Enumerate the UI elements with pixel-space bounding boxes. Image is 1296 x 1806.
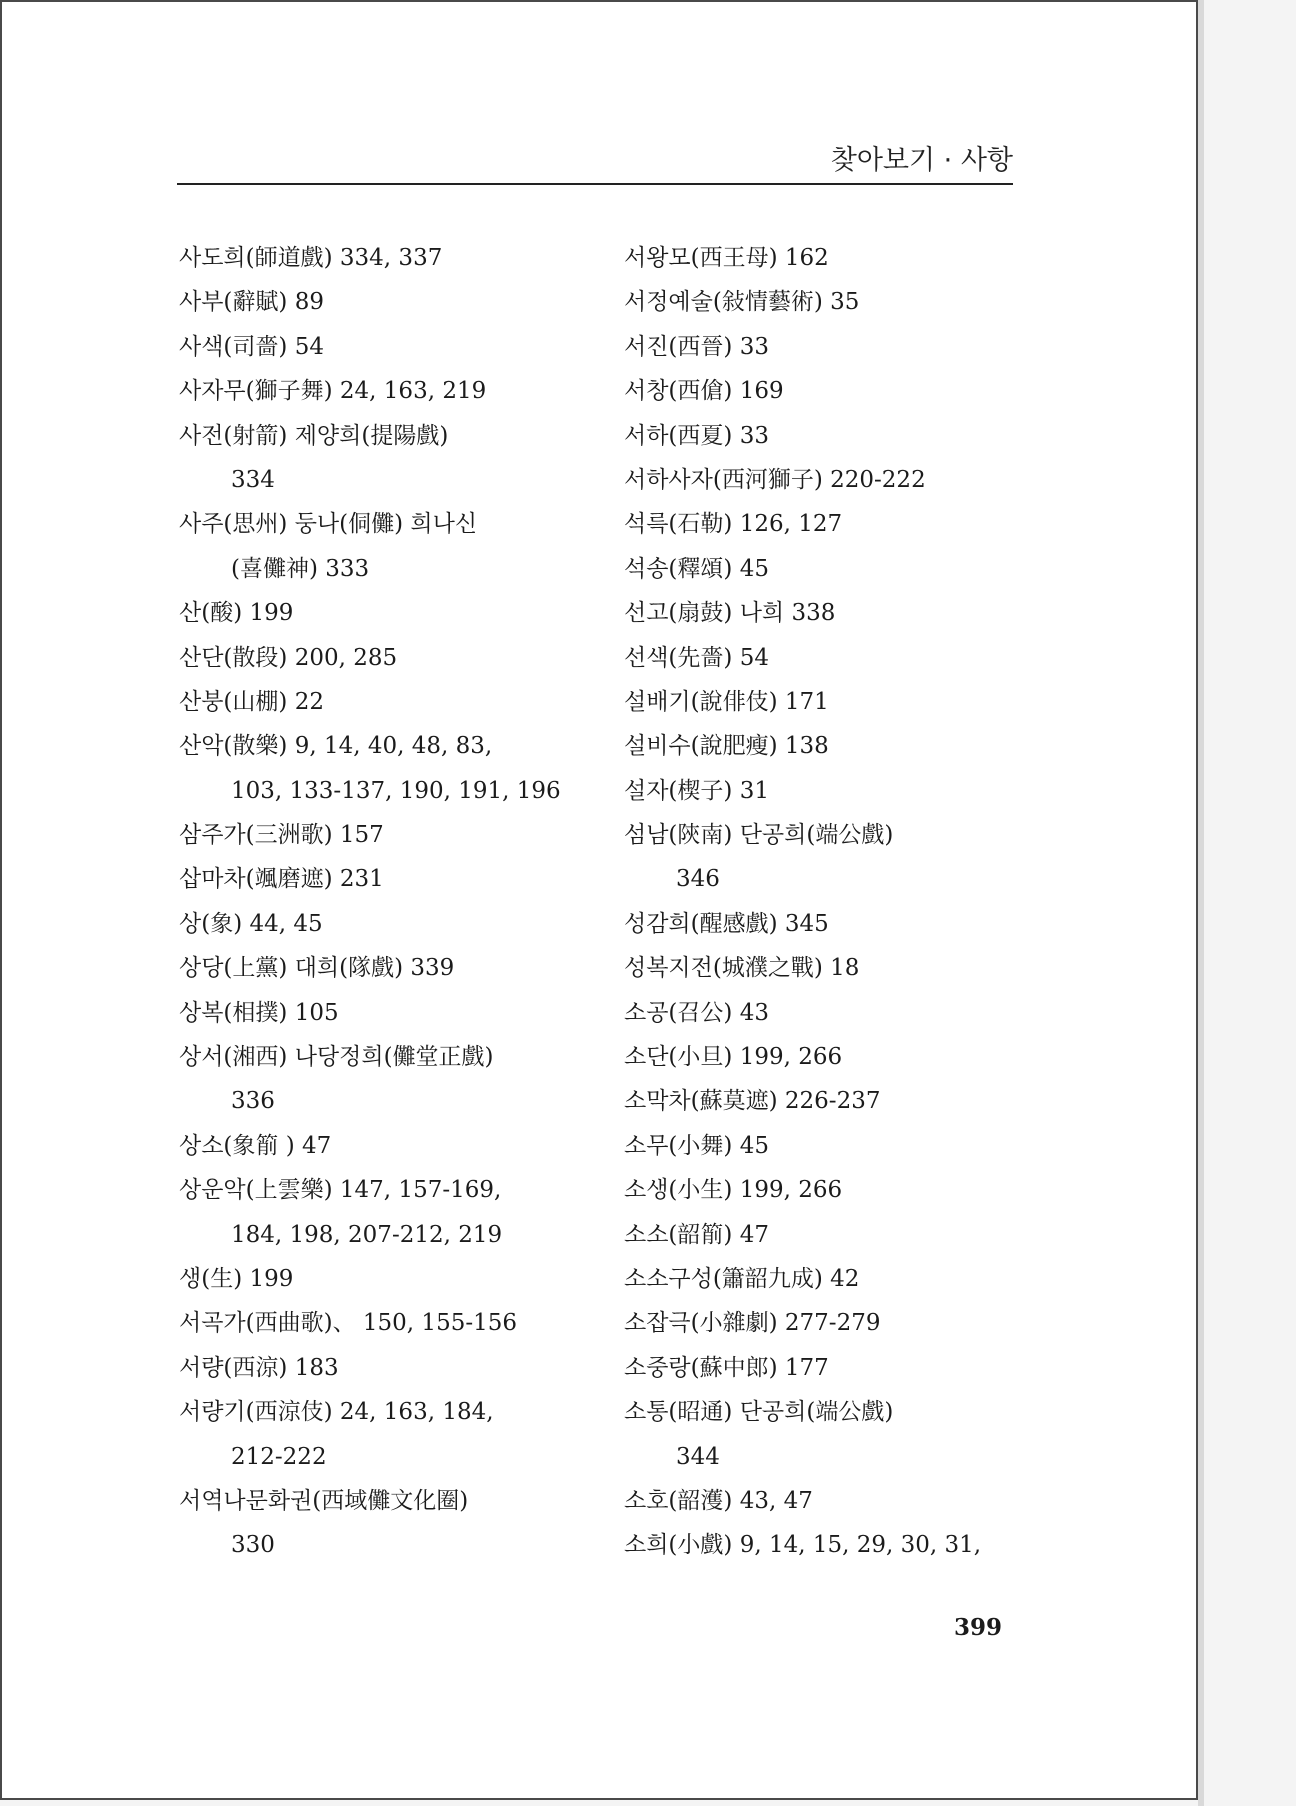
index-entry: 석륵(石勒) 126, 127 — [624, 511, 843, 538]
index-entry: 소단(小旦) 199, 266 — [624, 1044, 843, 1071]
index-entry: 서창(西傖) 169 — [624, 378, 784, 405]
index-entry: 상복(相撲) 105 — [179, 999, 339, 1026]
index-entry: 설비수(說肥瘦) 138 — [624, 733, 829, 760]
index-entry: 상(象) 44, 45 — [179, 910, 323, 937]
index-entry: 서량(西涼) 183 — [179, 1354, 339, 1381]
index-entry: 서하사자(西河獅子) 220-222 — [624, 466, 926, 493]
index-entry-continuation: 184, 198, 207-212, 219 — [231, 1221, 503, 1248]
index-entry: 선색(先嗇) 54 — [624, 644, 769, 671]
page-number: 399 — [953, 1614, 1002, 1641]
index-entry: 소소(韶箾) 47 — [624, 1221, 769, 1248]
index-entry: 성복지전(城濮之戰) 18 — [624, 955, 860, 982]
index-entry: 생(生) 199 — [179, 1265, 294, 1292]
index-entry: 소희(小戲) 9, 14, 15, 29, 30, 31, — [624, 1532, 982, 1559]
index-entry: 소잡극(小雜劇) 277-279 — [624, 1310, 881, 1337]
index-entry: 사주(思州) 둥나(侗儺) 희나신 — [179, 511, 478, 538]
index-entry-continuation: 344 — [676, 1443, 720, 1470]
index-entry: 서곡가(西曲歌)、 150, 155-156 — [179, 1310, 518, 1337]
running-header: 찾아보기 · 사항 — [830, 145, 1013, 176]
index-entry: 서왕모(西王母) 162 — [624, 245, 829, 271]
index-entry: 소공(召公) 43 — [624, 999, 769, 1026]
index-entry: 상당(上黨) 대희(隊戲) 339 — [179, 955, 455, 982]
index-entry: 소호(韶濩) 43, 47 — [624, 1487, 813, 1514]
index-entry: 사색(司嗇) 54 — [179, 333, 324, 360]
index-entry-continuation: 212-222 — [231, 1443, 327, 1470]
index-entry: 선고(扇鼓) 나희 338 — [624, 600, 836, 627]
index-entry: 설자(楔子) 31 — [624, 777, 769, 804]
index-entry: 서하(西夏) 33 — [624, 422, 769, 449]
index-entry: 상운악(上雲樂) 147, 157-169, — [179, 1177, 502, 1204]
index-entry: 서정예술(敍情藝術) 35 — [624, 289, 860, 316]
index-entry-continuation: 103, 133-137, 190, 191, 196 — [231, 777, 561, 804]
index-entry: 서량기(西涼伎) 24, 163, 184, — [179, 1399, 494, 1426]
index-entry: 소막차(蘇莫遮) 226-237 — [624, 1088, 881, 1115]
index-entry-continuation: (喜儺神) 333 — [231, 555, 370, 582]
index-entry: 사자무(獅子舞) 24, 163, 219 — [179, 378, 487, 405]
index-entry-continuation: 336 — [231, 1088, 275, 1115]
index-entry: 석송(釋頌) 45 — [624, 555, 769, 582]
index-entry: 소무(小舞) 45 — [624, 1132, 769, 1159]
index-entry: 삼주가(三洲歌) 157 — [179, 822, 384, 849]
index-entry: 상소(象箾 ) 47 — [179, 1132, 332, 1159]
index-entry: 산(酸) 199 — [179, 600, 294, 627]
index-entry-continuation: 330 — [231, 1532, 275, 1559]
index-entry: 성감희(醒感戲) 345 — [624, 910, 829, 937]
index-entry: 서역나문화권(西域儺文化圈) — [179, 1487, 469, 1514]
page-edge — [1198, 0, 1204, 1806]
index-entry: 사도희(師道戲) 334, 337 — [179, 245, 443, 271]
index-entry-continuation: 334 — [231, 466, 275, 493]
index-entry: 섬남(陝南) 단공희(端公戲) — [624, 822, 894, 849]
index-entry: 서진(西晉) 33 — [624, 333, 769, 360]
index-entry: 산단(散段) 200, 285 — [179, 644, 398, 671]
index-entry: 설배기(說俳伎) 171 — [624, 688, 829, 715]
index-entry-continuation: 346 — [676, 866, 720, 893]
index-entry: 사전(射箭) 제양희(提陽戲) — [179, 422, 449, 449]
index-entry: 산붕(山棚) 22 — [179, 688, 324, 715]
header-rule — [177, 183, 1013, 185]
index-entry: 소통(昭通) 단공희(端公戲) — [624, 1399, 894, 1426]
index-entry: 삽마차(颯磨遮) 231 — [179, 866, 384, 893]
index-entry: 상서(湘西) 나당정희(儺堂正戲) — [179, 1044, 494, 1071]
index-column-right — [624, 236, 1044, 1568]
index-entry: 소소구성(簫韶九成) 42 — [624, 1265, 860, 1292]
index-entry: 사부(辭賦) 89 — [179, 289, 324, 316]
index-entry: 소생(小生) 199, 266 — [624, 1177, 843, 1204]
index-entry: 소중랑(蘇中郎) 177 — [624, 1354, 829, 1381]
index-entry: 산악(散樂) 9, 14, 40, 48, 83, — [179, 733, 493, 760]
index-column-left — [179, 236, 599, 1568]
